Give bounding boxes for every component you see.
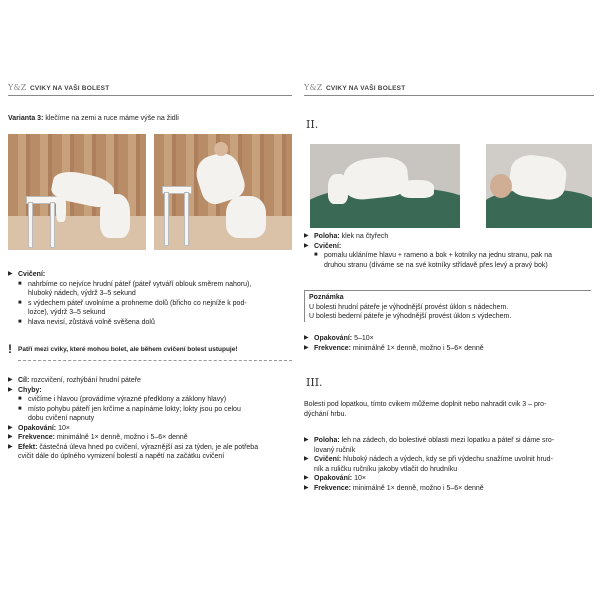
section-heading-2: II.: [306, 118, 319, 131]
header-rule: [304, 95, 594, 96]
header-logo: Y&Z: [304, 83, 323, 92]
section3-intro: Bolesti pod lopatkou, tímto cvikem můžeme doplnit nebo nahradit cvik 3 – pro- dýchání hrbu.: [304, 401, 547, 418]
triangle-bullet-icon: ▶: [8, 386, 13, 393]
list-item: ▶ Frekvence: minimálně 1× denně, možno i 5–6× denně: [8, 434, 188, 441]
exclamation-icon: !: [8, 342, 12, 356]
note-line: U bolesti bederní páteře je výhodnější provést úklon s výdechem.: [309, 313, 512, 320]
list-item: ▶ Cvičení:: [304, 242, 342, 250]
left-page: [8, 82, 292, 552]
triangle-bullet-icon: ▶: [304, 484, 309, 491]
square-bullet-icon: ■: [18, 318, 22, 325]
list-item: ▶ Frekvence: minimálně 1× denně, možno i 5–6× denně: [304, 484, 484, 492]
list-item: ■ hlava nevisí, zůstává volně svěšena dolů: [18, 318, 155, 326]
square-bullet-icon: ■: [18, 280, 22, 287]
triangle-bullet-icon: ▶: [304, 344, 309, 351]
list-item: ▶ Opakování: 5–10×: [304, 335, 374, 342]
list-item: dobu cvičení napnuty: [28, 415, 95, 422]
header-title: CVIKY NA VAŠI BOLEST: [30, 85, 110, 92]
variant-line: [8, 114, 179, 124]
photo-kneeling-side-1: [310, 144, 460, 228]
triangle-bullet-icon: ▶: [8, 424, 13, 431]
list-item: ▶ Frekvence: minimálně 1× denně, možno i 5–6× denně: [304, 344, 484, 352]
triangle-bullet-icon: ▶: [8, 434, 13, 440]
triangle-bullet-icon: ▶: [304, 437, 309, 443]
list-item: ▶ Opakování: 10×: [8, 424, 70, 432]
triangle-bullet-icon: ▶: [304, 242, 309, 249]
photo-kneeling-side-2: [486, 144, 592, 228]
square-bullet-icon: ■: [18, 299, 22, 306]
header-rule: [8, 95, 292, 96]
list-item: ▶ Cvičení:: [8, 271, 46, 278]
list-item: ■ nahrbíme co nejvíce hrudní páteř (páteř vytváří oblouk směrem nahoru),: [18, 280, 252, 288]
square-bullet-icon: ■: [18, 396, 22, 402]
triangle-bullet-icon: ▶: [304, 475, 309, 481]
list-item: druhou stranu (díváme se na své kotníky střídavě přes levý a pravý bok): [324, 261, 548, 269]
header-title: CVIKY NA VAŠI BOLEST: [326, 85, 406, 92]
triangle-bullet-icon: ▶: [8, 377, 13, 383]
note-title: Poznámka: [309, 294, 344, 301]
note-line: U bolesti hrudní páteře je výhodnější provést úklon s nádechem.: [309, 303, 509, 311]
section-heading-3: III.: [306, 376, 323, 389]
list-item: ■ pomalu ukláníme hlavu + rameno a bok + kotníky na jednu stranu, pak na: [314, 252, 553, 259]
triangle-bullet-icon: ▶: [304, 456, 309, 462]
list-item: ▶ Opakování: 10×: [304, 475, 366, 482]
section3-list: [304, 436, 594, 493]
square-bullet-icon: ■: [18, 405, 22, 412]
triangle-bullet-icon: ▶: [304, 233, 309, 239]
warning-text: Patří mezi cviky, které mohou bolet, ale během cvičení bolest ustupuje!: [18, 346, 238, 353]
list-item: hluboký nádech, výdrž 3–5 sekund: [28, 290, 136, 297]
section2-freq-list: [304, 334, 594, 353]
list-item: ▶ Cvičení: hluboký nádech a výdech, kdy se při výdechu snažíme uvolnit hrud-: [304, 456, 553, 463]
variant-text: klečíme na zemi a ruce máme výše na židli: [43, 115, 179, 122]
photo-kneeling-1: [8, 134, 146, 250]
triangle-bullet-icon: ▶: [8, 271, 13, 277]
list-item: ▶ Efekt: částečná úleva hned po cvičení, výraznější asi za týden, je ale potřeba: [8, 443, 259, 451]
square-bullet-icon: ■: [314, 252, 318, 258]
triangle-bullet-icon: ▶: [304, 335, 309, 341]
header-logo: Y&Z: [8, 83, 27, 92]
list-item: ■ s výdechem páteř uvolníme a prohneme dolů (břicho co nejníže k pod-: [18, 299, 247, 307]
person-legs: [100, 194, 130, 238]
list-item: ▶ Cíl: rozcvičení, rozhýbání hrudní páteře: [8, 377, 141, 384]
list-item: ■ cvičíme i hlavou (provádíme výrazné předklony a záklony hlavy): [18, 396, 227, 403]
list-item: cvičit dále do úplného vymizení bolestí a napětí na začátku cvičení: [18, 453, 225, 460]
list-item: lożce), výdrž 3–5 sekund: [28, 309, 106, 316]
section2-list: [304, 232, 594, 270]
page-header-right: [304, 82, 594, 96]
person-head: [214, 142, 228, 156]
triangle-bullet-icon: ▶: [8, 443, 13, 450]
variant-label: Varianta 3:: [8, 115, 44, 122]
details-list: [8, 376, 292, 462]
right-page: [304, 82, 594, 552]
list-item: ▶ Poloha: leh na zádech, do bolestivé oblasti mezi lopatku a páteř si dáme sro-: [304, 437, 555, 444]
cviceni-list: [8, 270, 292, 327]
list-item: ▶ Chyby:: [8, 386, 42, 394]
list-item: lovaný ručník: [314, 446, 356, 454]
photo-kneeling-2: [154, 134, 292, 250]
page-header-left: [8, 82, 292, 96]
list-item: ▶ Poloha: klek na čtyřech: [304, 233, 389, 240]
note-box: [304, 290, 591, 322]
list-item: ník a ruličku ručníku jakoby vtlačit do hrudníku: [314, 465, 458, 473]
list-item: ■ místo pohybu páteří jen krčíme a napínáme lokty; lokty jsou po celou: [18, 405, 241, 413]
